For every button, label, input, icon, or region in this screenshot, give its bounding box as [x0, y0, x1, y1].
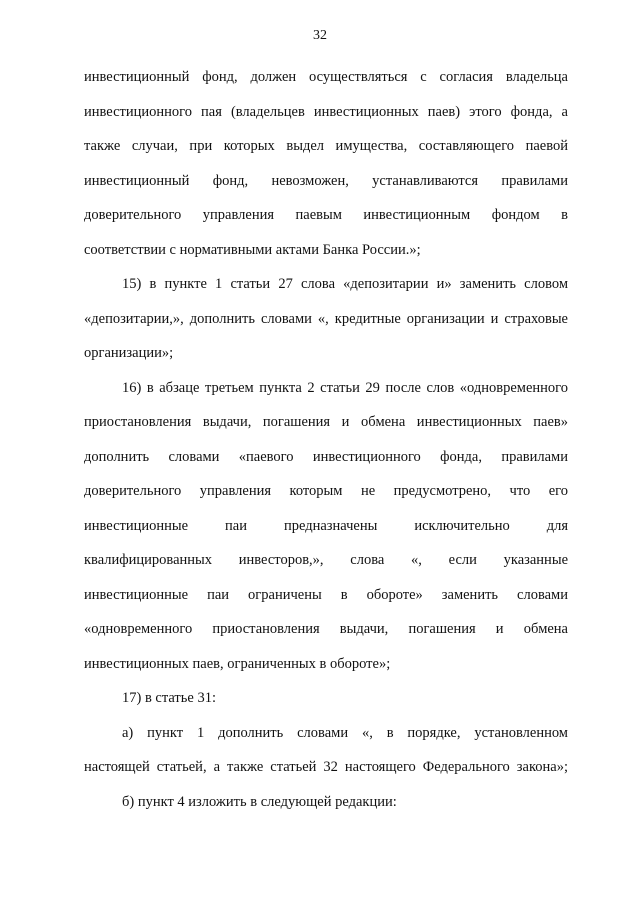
text-line: настоящей статьей, а также статьей 32 настоящего Федерального закона»;: [84, 759, 568, 775]
text-line: «депозитарии,», дополнить словами «, кредитные организации и страховые: [84, 310, 568, 327]
text-line: инвестиционных паев, ограниченных в обороте»;: [84, 655, 391, 672]
text-line: инвестиционный фонд, невозможен, устанавливаются правилами: [84, 172, 568, 189]
text-line: «одновременного приостановления выдачи, погашения и обмена: [84, 621, 568, 637]
document-body: [84, 60, 568, 819]
text-line: инвестиционные паи ограничены в обороте» заменить словами: [84, 586, 568, 603]
text-line: б) пункт 4 изложить в следующей редакции:: [122, 793, 397, 810]
text-line: организации»;: [84, 345, 174, 361]
text-line: инвестиционный фонд, должен осуществляться с согласия владельца: [84, 69, 568, 85]
text-line: приостановления выдачи, погашения и обмена инвестиционных паев»: [84, 414, 568, 430]
text-line: квалифицированных инвесторов,», слова «, если указанные: [84, 552, 568, 568]
text-line: также случаи, при которых выдел имущества, составляющего паевой: [84, 138, 568, 154]
text-line: доверительного управления которым не предусмотрено, что его: [84, 483, 568, 499]
text-line: инвестиционные паи предназначены исключительно для: [84, 517, 568, 534]
text-line: 17) в статье 31:: [122, 690, 216, 706]
text-line: соответствии с нормативными актами Банка России.»;: [84, 241, 421, 258]
text-line: а) пункт 1 дополнить словами «, в порядке, установленном: [122, 724, 568, 741]
text-line: инвестиционного пая (владельцев инвестиционных паев) этого фонда, а: [84, 103, 568, 120]
text-line: дополнить словами «паевого инвестиционного фонда, правилами: [84, 448, 568, 465]
text-line: доверительного управления паевым инвестиционным фондом в: [84, 207, 568, 223]
text-line: 16) в абзаце третьем пункта 2 статьи 29 после слов «одновременного: [122, 379, 568, 396]
page-number: 32: [313, 28, 327, 43]
text-line: 15) в пункте 1 статьи 27 слова «депозитарии и» заменить словом: [122, 276, 568, 292]
